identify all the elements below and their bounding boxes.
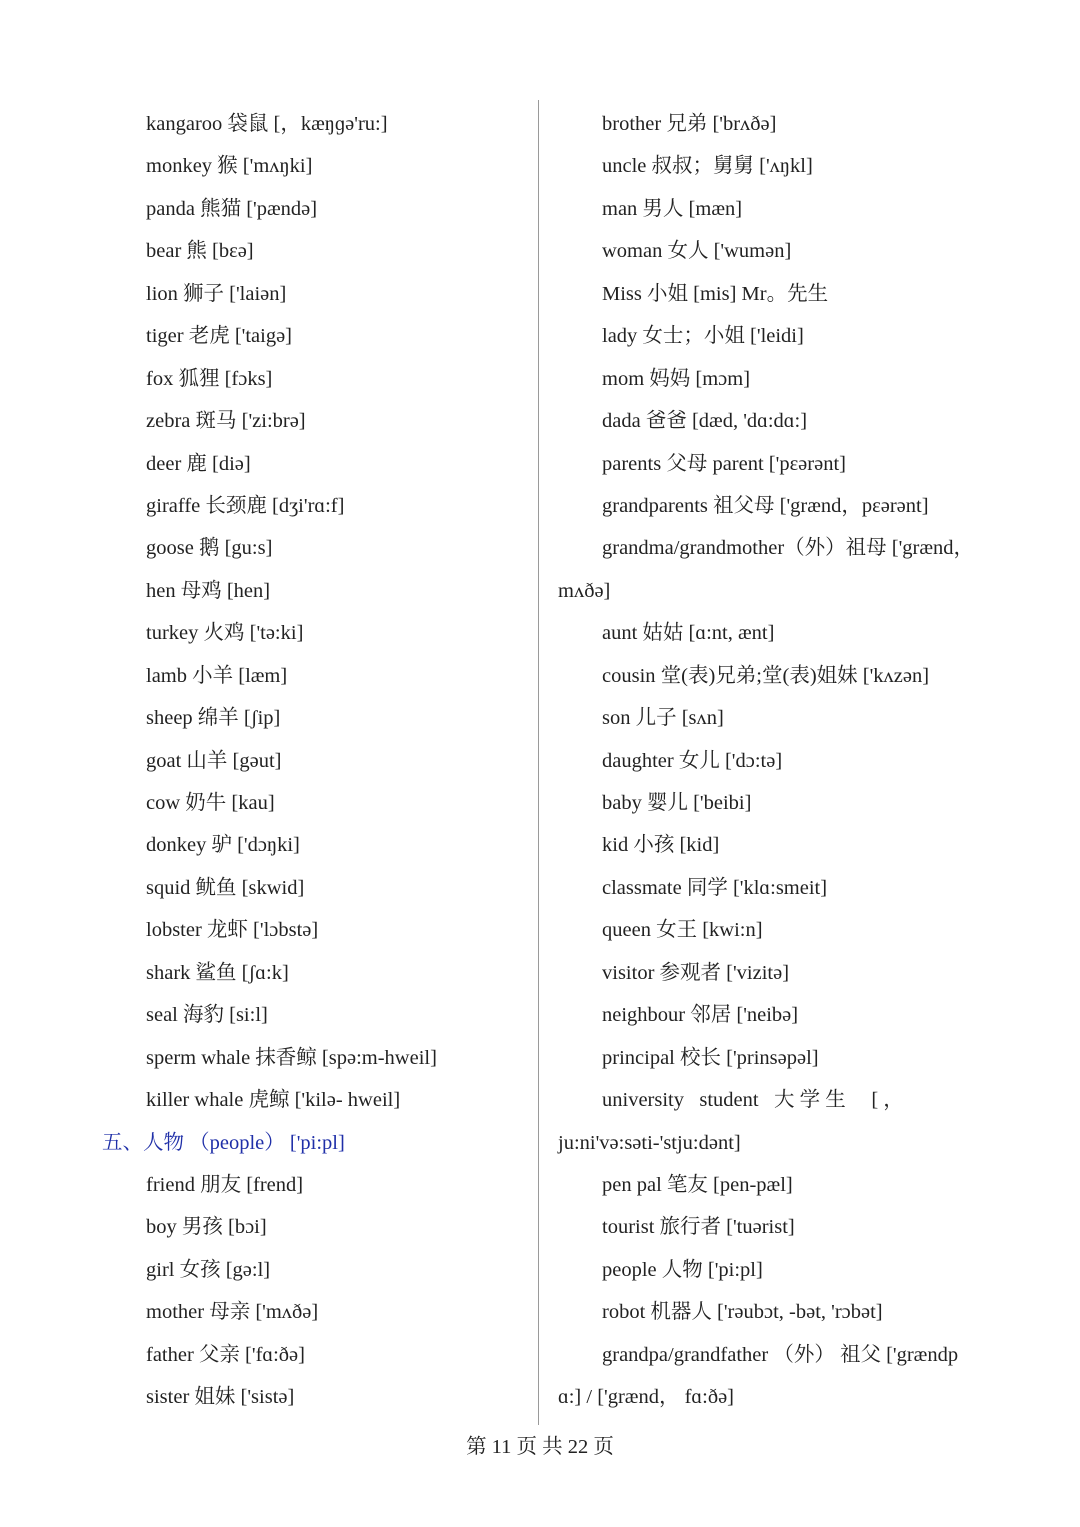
vocab-entry: visitor 参观者 ['vizitə]: [602, 961, 790, 984]
vocab-entry: principal 校长 ['prinsəpəl]: [602, 1046, 819, 1069]
vocab-entry: monkey 猴 ['mʌŋki]: [146, 155, 313, 178]
vocab-entry: seal 海豹 [si:l]: [146, 1004, 268, 1027]
vocab-entry: giraffe 长颈鹿 [dʒi'rɑ:f]: [146, 494, 345, 517]
vocab-entry: robot 机器人 ['rəubɔt, -bət, 'rɔbət]: [602, 1301, 883, 1324]
vocab-entry: sperm whale 抹香鲸 [spə:m-hweil]: [146, 1046, 437, 1069]
vocab-entry: kid 小孩 [kid]: [602, 834, 720, 857]
vocab-entry-continuation: ju:ni'və:səti-'stju:dənt]: [558, 1131, 741, 1154]
vocab-entry: lady 女士；小姐 ['leidi]: [602, 325, 804, 348]
vocab-entry: tiger 老虎 ['taigə]: [146, 325, 293, 348]
vocab-entry: zebra 斑马 ['zi:brə]: [146, 410, 306, 433]
vocab-entry: kangaroo 袋鼠 [，kæŋɡə'ru:]: [146, 113, 388, 135]
column-divider: [538, 100, 539, 1425]
vocab-entry: pen pal 笔友 [pen-pæl]: [602, 1173, 793, 1196]
vocab-entry: cow 奶牛 [kau]: [146, 792, 275, 814]
vocab-entry: girl 女孩 [gə:l]: [146, 1258, 271, 1281]
vocab-entry: Miss 小姐 [mis] Mr。先生: [602, 282, 829, 305]
vocab-entry: sheep 绵羊 [ʃip]: [146, 707, 281, 730]
vocab-entry: lobster 龙虾 ['lɔbstə]: [146, 919, 319, 942]
vocab-entry: shark 鲨鱼 [ʃɑ:k]: [146, 961, 289, 984]
vocab-entry: mom 妈妈 [mɔm]: [602, 367, 751, 390]
vocab-entry: killer whale 虎鲸 ['kilə- hweil]: [146, 1089, 401, 1112]
vocab-entry: parents 父母 parent ['pɛərənt]: [602, 452, 846, 475]
vocab-entry: hen 母鸡 [hen]: [146, 579, 271, 602]
vocab-entry: son 儿子 [sʌn]: [602, 707, 724, 730]
vocab-entry: panda 熊猫 ['pændə]: [146, 197, 318, 220]
vocab-entry: grandparents 祖父母 ['grænd，pɛərənt]: [602, 494, 929, 517]
vocab-entry: friend 朋友 [frend]: [146, 1173, 304, 1196]
vocab-entry: grandma/grandmother（外）祖母 ['grænd，: [602, 537, 975, 560]
vocab-entry: squid 鱿鱼 [skwid]: [146, 876, 305, 899]
vocab-entry: turkey 火鸡 ['tə:ki]: [146, 622, 304, 645]
vocab-entry: bear 熊 [bɛə]: [146, 240, 254, 263]
vocab-entry: goat 山羊 [gəut]: [146, 749, 282, 772]
vocab-entry: brother 兄弟 ['brʌðə]: [602, 113, 777, 135]
vocab-entry: dada 爸爸 [dæd, 'dɑ:dɑ:]: [602, 410, 808, 433]
vocab-entry: baby 婴儿 ['beibi]: [602, 792, 752, 814]
vocab-entry: donkey 驴 ['dɔŋki]: [146, 834, 300, 857]
vocab-entry: people 人物 ['pi:pl]: [602, 1258, 763, 1281]
vocab-entry: lion 狮子 ['laiən]: [146, 282, 287, 305]
vocab-entry: sister 姐妹 ['sistə]: [146, 1386, 295, 1409]
vocab-entry: uncle 叔叔；舅舅 ['ʌŋkl]: [602, 155, 813, 178]
vocab-entry: classmate 同学 ['klɑ:smeit]: [602, 876, 828, 899]
vocab-entry: neighbour 邻居 ['neibə]: [602, 1004, 799, 1027]
vocab-entry: boy 男孩 [bɔi]: [146, 1216, 267, 1239]
vocab-entry-continuation: ɑ:] / ['grænd， fɑ:ðə]: [558, 1386, 735, 1409]
vocab-entry: man 男人 [mæn]: [602, 197, 743, 220]
vocab-entry: woman 女人 ['wumən]: [602, 240, 792, 263]
vocab-entry: daughter 女儿 ['dɔ:tə]: [602, 749, 783, 772]
right-column: [558, 103, 988, 1419]
vocab-entry: goose 鹅 [gu:s]: [146, 537, 273, 560]
vocab-entry: university student 大 学 生 [ ，: [602, 1089, 904, 1112]
vocab-entry: grandpa/grandfather （外） 祖父 ['grændp: [602, 1343, 959, 1366]
vocab-entry: deer 鹿 [diə]: [146, 452, 251, 475]
vocab-entry: queen 女王 [kwi:n]: [602, 919, 763, 942]
left-column: [102, 103, 526, 1419]
vocab-entry-continuation: mʌðə]: [558, 579, 611, 602]
page-number: 第 11 页 共 22 页: [466, 1436, 614, 1458]
vocab-entry: cousin 堂(表)兄弟;堂(表)姐妹 ['kʌzən]: [602, 664, 930, 687]
vocab-entry: aunt 姑姑 [ɑ:nt, ænt]: [602, 622, 775, 645]
vocab-entry: father 父亲 ['fɑ:ðə]: [146, 1343, 305, 1366]
vocab-entry: tourist 旅行者 ['tuərist]: [602, 1216, 795, 1239]
vocab-entry: lamb 小羊 [læm]: [146, 664, 288, 687]
vocab-entry: fox 狐狸 [fɔks]: [146, 367, 273, 390]
section-heading: 五、人物 （people） ['pi:pl]: [102, 1131, 345, 1154]
vocab-entry: mother 母亲 ['mʌðə]: [146, 1301, 319, 1324]
